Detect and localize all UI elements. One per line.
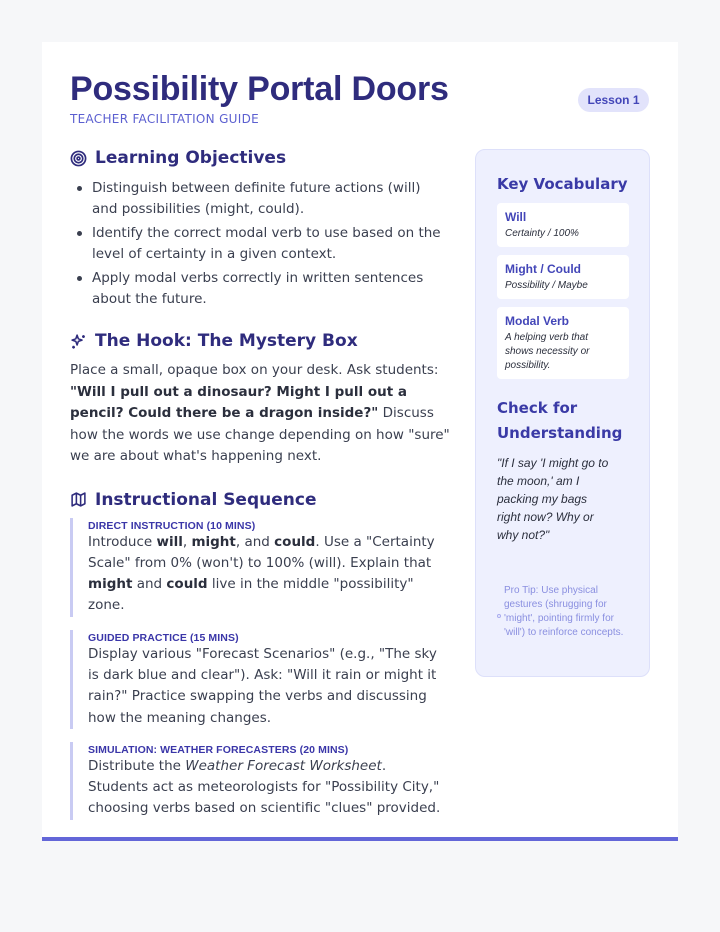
sequence-heading-text: Instructional Sequence [95, 489, 317, 510]
vocab-card [497, 203, 629, 247]
sparkles-icon [70, 333, 87, 350]
vocab-term: Will [505, 210, 527, 224]
hook-outro: Discuss how the words we use change depending on how "sure" we are about what's happening next. [70, 405, 450, 464]
vocab-heading: Key Vocabulary [497, 175, 628, 193]
step-label: GUIDED PRACTICE (15 MINS) [88, 631, 239, 644]
cfu-question: "If I say 'I might go to the moon,' am I packing my bags right now? Why or why not?" [497, 456, 609, 542]
objectives-heading-text: Learning Objectives [95, 148, 287, 168]
step-text: Display various "Forecast Scenarios" (e.g., "The sky is dark blue and clear"). Ask: "Will it rain or might it rain?" Practice swapping the verbs and discussing how the meaning changes. [88, 645, 437, 726]
lesson-page [42, 42, 678, 841]
vocab-definition: Certainty / 100% [505, 228, 579, 239]
objectives-heading [70, 148, 450, 168]
sequence-step [70, 630, 450, 729]
step-text: Distribute the Weather Forecast Worksheet. Students act as meteorologists for "Possibility City," choosing verbs based on scientific "clues" provided. [88, 757, 441, 817]
main-column [70, 148, 450, 820]
cfu-heading: Check for Understanding [497, 399, 623, 442]
vocab-definition: A helping verb that shows necessity or possibility. [505, 332, 590, 371]
pro-tip-text: Pro Tip: Use physical gestures (shrugging for 'might', pointing firmly for 'will') to reinforce concepts. [504, 585, 624, 638]
vocab-card [497, 255, 629, 299]
target-icon [70, 150, 87, 167]
pro-tip [504, 584, 634, 640]
sidebar-panel [475, 149, 650, 677]
map-icon [70, 491, 87, 508]
vocab-card [497, 307, 629, 379]
vocab-term: Modal Verb [505, 314, 570, 328]
page-title: Possibility Portal Doors [70, 70, 449, 108]
lesson-badge: Lesson 1 [578, 88, 649, 112]
hook-questions: "Will I pull out a dinosaur? Might I pull out a pencil? Could there be a dragon inside?" [70, 383, 408, 421]
hook-heading [70, 331, 450, 351]
objective-item: Identify the correct modal verb to use based on the level of certainty in a given context. [70, 223, 450, 265]
step-label: DIRECT INSTRUCTION (10 MINS) [88, 519, 256, 532]
hook-paragraph [70, 360, 450, 468]
sequence-step [70, 742, 450, 820]
objective-item: Apply modal verbs correctly in written sentences about the future. [70, 268, 450, 310]
page-subtitle: TEACHER FACILITATION GUIDE [70, 112, 260, 126]
vocab-definition: Possibility / Maybe [505, 280, 588, 291]
hook-intro: Place a small, opaque box on your desk. Ask students: [70, 362, 439, 378]
step-label: SIMULATION: WEATHER FORECASTERS (20 MINS) [88, 743, 349, 756]
sequence-heading [70, 490, 450, 510]
bullet-icon [497, 614, 501, 618]
sequence-step [70, 518, 450, 617]
vocab-term: Might / Could [505, 262, 581, 276]
objective-item: Distinguish between definite future actions (will) and possibilities (might, could). [70, 178, 450, 220]
hook-heading-text: The Hook: The Mystery Box [95, 331, 358, 351]
step-text: Introduce will, might, and could. Use a "Certainty Scale" from 0% (won't) to 100% (will). Explain that might and could live in the middle "possibility" zone. [88, 533, 435, 614]
objectives-list [70, 178, 450, 310]
